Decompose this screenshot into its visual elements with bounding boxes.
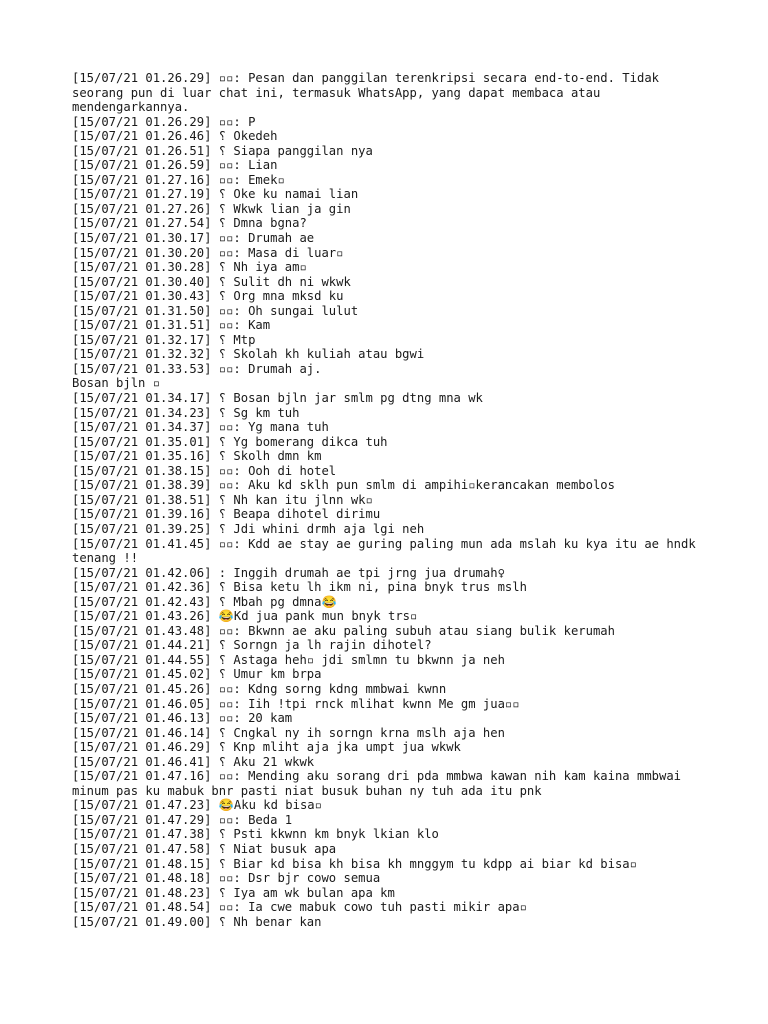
- transcript-line: [15/07/21 01.30.20] ▫▫: Masa di luar▫: [72, 245, 344, 260]
- transcript-line: [15/07/21 01.38.39] ▫▫: Aku kd sklh pun smlm di ampihi▫kerancakan membolos: [72, 478, 615, 493]
- transcript-line: [15/07/21 01.46.41] ⸮ Aku 21 wkwk: [72, 754, 315, 769]
- transcript-line: [15/07/21 01.32.17] ⸮ Mtp: [72, 332, 256, 347]
- transcript-line: [15/07/21 01.44.21] ⸮ Sorngn ja lh rajin dihotel?: [72, 638, 432, 653]
- transcript-line: [15/07/21 01.48.15] ⸮ Biar kd bisa kh bisa kh mnggym tu kdpp ai biar kd bisa▫: [72, 856, 637, 871]
- transcript-line: [15/07/21 01.48.54] ▫▫: Ia cwe mabuk cowo tuh pasti mikir apa▫: [72, 900, 527, 915]
- transcript-line: [15/07/21 01.35.16] ⸮ Skolh dmn km: [72, 449, 322, 464]
- transcript-line: [15/07/21 01.48.23] ⸮ Iya am wk bulan apa km: [72, 885, 395, 900]
- chat-transcript: [72, 71, 712, 929]
- transcript-line: [15/07/21 01.27.19] ⸮ Oke ku namai lian: [72, 187, 359, 202]
- transcript-line: [15/07/21 01.34.23] ⸮ Sg km tuh: [72, 405, 300, 420]
- transcript-line: [15/07/21 01.44.55] ⸮ Astaga heh▫ jdi smlmn tu bkwnn ja neh: [72, 652, 505, 667]
- transcript-line: [15/07/21 01.26.29] ▫▫: Pesan dan panggilan terenkripsi secara end-to-end. Tidak seorang pun di luar chat ini, termasuk WhatsApp, yang dapat membaca atau mendengarkannya.: [72, 71, 667, 115]
- transcript-line: [15/07/21 01.46.05] ▫▫: Iih !tpi rnck mlihat kwnn Me gm jua▫▫: [72, 696, 520, 711]
- transcript-line: [15/07/21 01.38.51] ⸮ Nh kan itu jlnn wk▫: [72, 492, 373, 507]
- transcript-line: [15/07/21 01.26.59] ▫▫: Lian: [72, 158, 278, 173]
- transcript-line: [15/07/21 01.42.43] ⸮ Mbah pg dmna😂: [72, 594, 337, 609]
- transcript-line: [15/07/21 01.27.54] ⸮ Dmna bgna?: [72, 216, 307, 231]
- transcript-line: [15/07/21 01.43.26] 😂Kd jua pank mun bnyk trs▫: [72, 609, 418, 624]
- transcript-line: [15/07/21 01.27.26] ⸮ Wkwk lian ja gin: [72, 201, 351, 216]
- transcript-line: [15/07/21 01.32.32] ⸮ Skolah kh kuliah atau bgwi: [72, 347, 425, 362]
- transcript-line: [15/07/21 01.39.25] ⸮ Jdi whini drmh aja lgi neh: [72, 521, 425, 536]
- transcript-line: [15/07/21 01.34.17] ⸮ Bosan bjln jar smlm pg dtng mna wk: [72, 391, 483, 406]
- transcript-line: [15/07/21 01.45.26] ▫▫: Kdng sorng kdng mmbwai kwnn: [72, 681, 447, 696]
- transcript-line: [15/07/21 01.49.00] ⸮ Nh benar kan: [72, 914, 322, 929]
- transcript-line: [15/07/21 01.35.01] ⸮ Yg bomerang dikca tuh: [72, 434, 388, 449]
- transcript-line: [15/07/21 01.47.38] ⸮ Psti kkwnn km bnyk lkian klo: [72, 827, 439, 842]
- transcript-line: [15/07/21 01.26.51] ⸮ Siapa panggilan nya: [72, 143, 373, 158]
- transcript-line: [15/07/21 01.34.37] ▫▫: Yg mana tuh: [72, 420, 329, 435]
- transcript-line: [15/07/21 01.42.36] ⸮ Bisa ketu lh ikm ni, pina bnyk trus mslh: [72, 580, 527, 595]
- transcript-line: [15/07/21 01.48.18] ▫▫: Dsr bjr cowo semua: [72, 871, 381, 886]
- transcript-line: [15/07/21 01.31.50] ▫▫: Oh sungai lulut: [72, 303, 359, 318]
- transcript-line: [15/07/21 01.46.14] ⸮ Cngkal ny ih sorngn krna mslh aja hen: [72, 725, 505, 740]
- transcript-line: [15/07/21 01.30.40] ⸮ Sulit dh ni wkwk: [72, 274, 351, 289]
- transcript-line: [15/07/21 01.47.16] ▫▫: Mending aku sorang dri pda mmbwa kawan nih kam kaina mmbwai minum pas ku mabuk bnr pasti niat busuk buhan ny tuh ada itu pnk: [72, 769, 689, 798]
- transcript-line: [15/07/21 01.43.48] ▫▫: Bkwnn ae aku paling subuh atau siang bulik kerumah: [72, 623, 615, 638]
- transcript-line: [15/07/21 01.26.29] ▫▫: P: [72, 114, 256, 129]
- transcript-line: [15/07/21 01.46.29] ⸮ Knp mliht aja jka umpt jua wkwk: [72, 740, 461, 755]
- transcript-line: [15/07/21 01.31.51] ▫▫: Kam: [72, 318, 271, 333]
- transcript-line: [15/07/21 01.30.17] ▫▫: Drumah ae: [72, 231, 315, 246]
- transcript-line: [15/07/21 01.27.16] ▫▫: Emek▫: [72, 172, 285, 187]
- transcript-line: [15/07/21 01.30.43] ⸮ Org mna mksd ku: [72, 289, 344, 304]
- transcript-line: [15/07/21 01.45.02] ⸮ Umur km brpa: [72, 667, 322, 682]
- transcript-line: [15/07/21 01.47.23] 😂Aku kd bisa▫: [72, 798, 322, 813]
- transcript-line: [15/07/21 01.39.16] ⸮ Beapa dihotel dirimu: [72, 507, 381, 522]
- transcript-line: [15/07/21 01.33.53] ▫▫: Drumah aj. Bosan bjln ▫: [72, 361, 322, 391]
- transcript-line: [15/07/21 01.47.29] ▫▫: Beda 1: [72, 812, 293, 827]
- transcript-line: [15/07/21 01.26.46] ⸮ Okedeh: [72, 129, 278, 144]
- transcript-line: [15/07/21 01.38.15] ▫▫: Ooh di hotel: [72, 463, 337, 478]
- transcript-line: [15/07/21 01.46.13] ▫▫: 20 kam: [72, 711, 293, 726]
- transcript-line: [15/07/21 01.41.45] ▫▫: Kdd ae stay ae guring paling mun ada mslah ku kya itu ae hndk tenang !!: [72, 536, 704, 566]
- transcript-line: [15/07/21 01.47.58] ⸮ Niat busuk apa: [72, 841, 337, 856]
- transcript-line: [15/07/21 01.42.06] : Inggih drumah ae tpi jrng jua drumah♀: [72, 565, 505, 580]
- transcript-line: [15/07/21 01.30.28] ⸮ Nh iya am▫: [72, 260, 307, 275]
